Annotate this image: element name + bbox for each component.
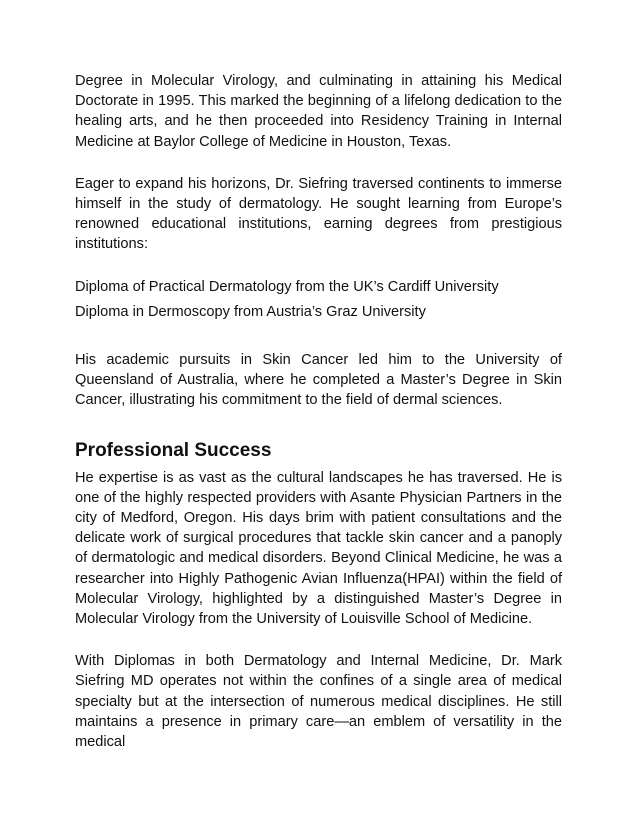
paragraph-diplomas-versatility: With Diplomas in both Dermatology and Internal Medicine, Dr. Mark Siefring MD operates not within the confines of a single area of medical specialty but at the intersection of numerous medical disciplines. He still maintains a presence in primary care—an emblem of versatility in the medical — [75, 653, 562, 751]
paragraph-dermatology-studies: Eager to expand his horizons, Dr. Siefring traversed continents to immerse himself in the study of dermatology. He sought learning from Europe’s renowned educational institutions, earning degrees from prestigious institutions: — [75, 175, 562, 253]
diploma-graz: Diploma in Dermoscopy from Austria’s Graz University — [75, 303, 426, 320]
paragraph-skin-cancer-masters: His academic pursuits in Skin Cancer led him to the University of Queensland of Australia, where he completed a Master’s Degree in Skin Cancer, illustrating his commitment to the field of dermal sciences. — [75, 352, 562, 409]
section-heading-professional-success: Professional Success — [75, 439, 272, 461]
document-page — [75, 71, 562, 752]
diploma-cardiff: Diploma of Practical Dermatology from the UK’s Cardiff University — [75, 278, 499, 295]
paragraph-professional-expertise: He expertise is as vast as the cultural landscapes he has traversed. He is one of the highly respected providers with Asante Physician Partners in the city of Medford, Oregon. His days brim with patient consultations and the delicate work of surgical procedures that tackle skin cancer and a panoply of dermatologic and medical disorders. Beyond Clinical Medicine, he was a researcher into Highly Pathogenic Avian Influenza(HPAI) within the field of Molecular Virology, highlighted by a distinguished Master’s Degree in Molecular Virology from the University of Louisville School of Medicine. — [75, 469, 562, 628]
paragraph-medical-doctorate: Degree in Molecular Virology, and culminating in attaining his Medical Doctorate in 1995. This marked the beginning of a lifelong dedication to the healing arts, and he then proceeded into Residency Training in Internal Medicine at Baylor College of Medicine in Houston, Texas. — [75, 73, 562, 150]
